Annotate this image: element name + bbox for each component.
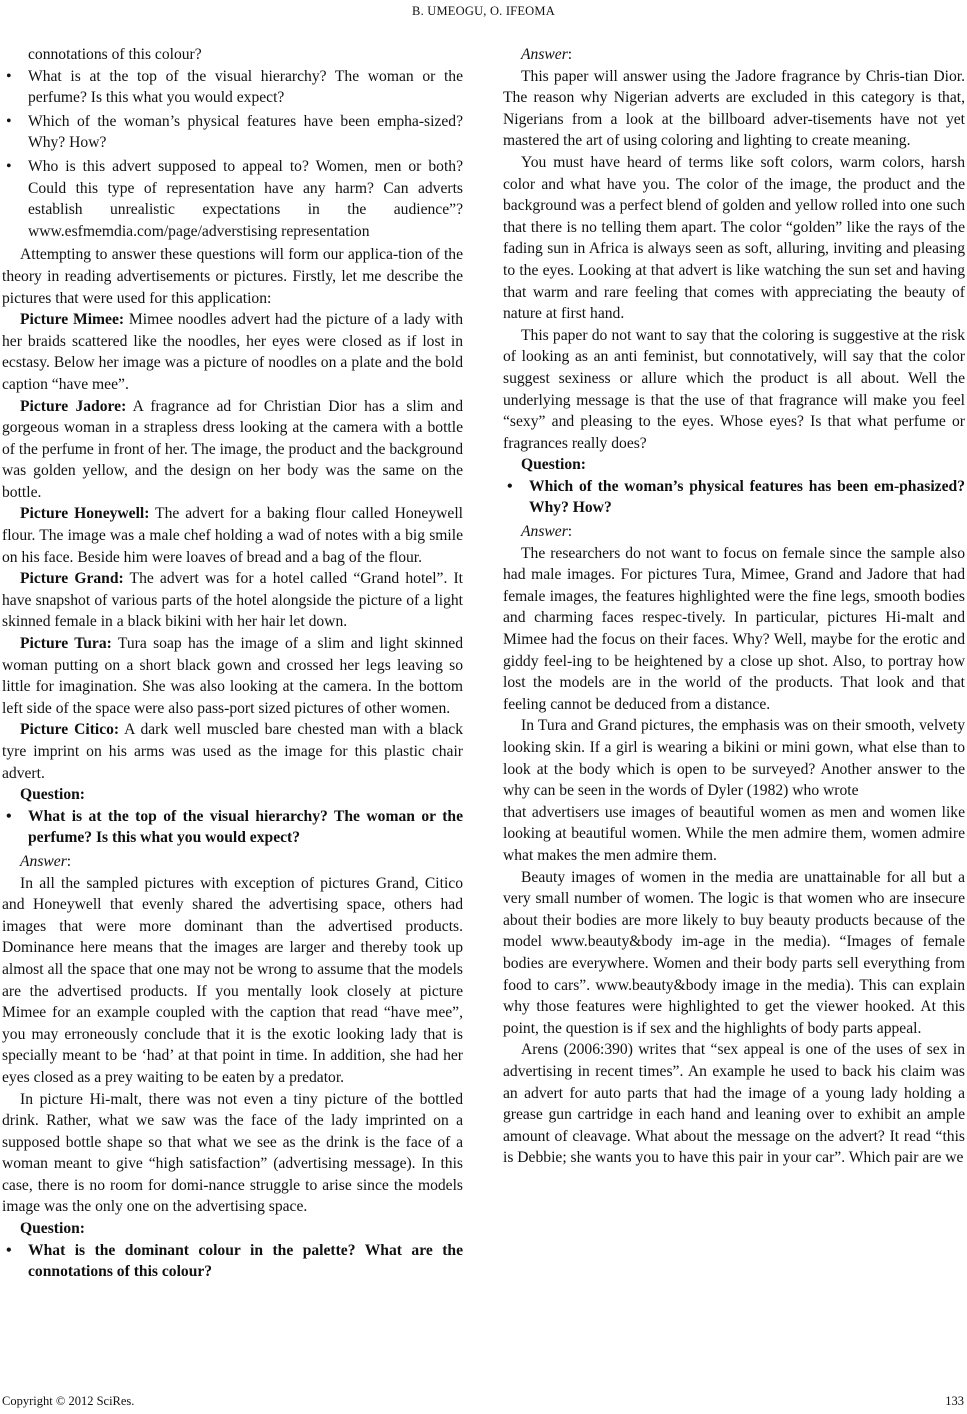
picture-title: Picture Honeywell: (20, 505, 150, 523)
question-label: Question: (521, 456, 586, 474)
picture-text: A dark well muscled bare chested man with a black tyre imprint on his arms was used as the image for this plastic chair advert. (2, 721, 463, 782)
question-list (2, 806, 463, 849)
right-column (503, 44, 965, 1169)
copyright-footer: Copyright © 2012 SciRes. (2, 1394, 135, 1408)
bullet-item: • Which of the woman’s physical features have been empha-sized? Why? How? (2, 111, 463, 154)
picture-text: The advert for a baking flour called Honeywell flour. The image was a male chef holding a wad of notes with a big smile on his face. Beside him were loaves of bread and a bag of the flour. (2, 505, 463, 566)
picture-description (2, 719, 463, 784)
paragraph: The researchers do not want to focus on female since the sample also had male images. For pictures Tura, Mimee, Grand and Jadore that had female images, the features highlighted were the fine legs, smooth bodies and charming faces respec-tively. In particular, pictures Hi-malt and Mimee had the focus on their faces. Why? Well, maybe for the erotic and giddy feel-ing to be heightened by a close up shot. Also, to portray how lost the models are in the world of the products. That look and that feeling cannot be deduced from a distance. (503, 544, 965, 713)
picture-description (2, 309, 463, 395)
question-list (503, 476, 965, 519)
answer-label-text: Answer (521, 523, 568, 541)
picture-description (2, 633, 463, 719)
bullet-item: • Who is this advert supposed to appeal to? Women, men or both? Could this type of representation have any harm? Can adverts establish unrealistic expectations in the audience”? www.esfmemdia.com/page/adverstising representation (2, 156, 463, 242)
picture-text: Mimee noodles advert had the picture of a lady with her braids scattered like the noodles, her eyes were closed as if lost in ecstasy. Below her image was a picture of noodles on a plate and the bold caption “have mee”. (2, 311, 463, 393)
paragraph: In picture Hi-malt, there was not even a tiny picture of the bottled drink. Rather, what we saw was the face of the lady imprinted on a supposed bottle shape so that what we see as the drink is the face of a woman meant to give “high satisfaction” (advertising message). In this case, there is no room for domi-nance struggle to arise since the models image was the only one on the advertising space. (2, 1090, 463, 1216)
picture-title: Picture Citico: (20, 721, 120, 739)
picture-description (2, 568, 463, 633)
bullet-item: • What is at the top of the visual hierarchy? The woman or the perfume? Is this what you would expect? (2, 66, 463, 109)
paragraph: This paper do not want to say that the coloring is suggestive at the risk of looking as an anti feminist, but connotatively, will say that the color suggest sexiness or allure which the product is all about. Well the underlying message is that the use of that fragrance will make you feel “sexy” and pleasing to the eyes. Whose eyes? Is that what perfume or fragrances really does? (503, 326, 965, 452)
continued-bullet-text: connotations of this colour? (28, 46, 202, 63)
picture-title: Picture Mimee: (20, 311, 125, 329)
question-item: • Which of the woman’s physical features has been em-phasized? Why? How? (503, 476, 965, 519)
question-item: • What is at the top of the visual hierarchy? The woman or the perfume? Is this what you would expect? (2, 806, 463, 849)
question-item: • What is the dominant colour in the palette? What are the connotations of this colour? (2, 1240, 463, 1283)
picture-title: Picture Grand: (20, 570, 124, 588)
left-column (2, 44, 463, 1285)
answer-label-text: Answer (20, 852, 67, 870)
question-list (2, 1240, 463, 1283)
paragraph: You must have heard of terms like soft colors, warm colors, harsh color and what have you. The color of the image, the product and the background was a perfect blend of golden and yellow rolled into one such that there is no telling them apart. The color “golden” like the rays of the fading sun in Africa is always seen as soft, alluring, inviting and pleasing to the eyes. Looking at that advert is like watching the sun set and having that warm and rare feeling that comes with appreciating the beauty of nature at first hand. (503, 153, 965, 323)
page-number: 133 (945, 1394, 964, 1408)
picture-title: Picture Tura: (20, 635, 112, 653)
paragraph: Arens (2006:390) writes that “sex appeal is one of the uses of sex in advertising in recent times”. An example he used to back his claim was an advert for auto parts that had the image of a young lady holding a grease gun cartridge in each hand and leaning over to exhibit an ample amount of cleavage. What about the message on the advert? It read “this is Debbie; she wants you to have this pair in your car”. Which pair are we (503, 1041, 965, 1167)
paragraph: In all the sampled pictures with exception of pictures Grand, Citico and Honeywell that evenly shared the advertising space, others had images that were more dominant than the advertised products. Dominance here means that the images are larger and thereby took up almost all the space that one may not be wrong to assume that the models are the advertised products. If you mentally look closely at picture Mimee for an example coupled with the caption that read “have mee”, you may erroneously conclude that it is the exotic looking lady that is specially meant to be ‘had’ at that point in time. In addition, she had her eyes closed as a prey waiting to be eaten by a predator. (2, 874, 463, 1086)
answer-label-text: Answer (521, 46, 568, 63)
picture-text: The advert was for a hotel called “Grand hotel”. It have snapshot of various parts of the hotel alongside the picture of a light skinned female in a black bikini with her hair let down. (2, 570, 463, 631)
answer-label (2, 851, 463, 873)
picture-text: Tura soap has the image of a slim and light skinned woman putting on a short black gown and crossed her legs leaving so little for imagination. She was also looking at the camera. In the bottom left side of the space were also pass-port sized pictures of other women. (2, 635, 463, 717)
running-header: B. UMEOGU, O. IFEOMA (412, 4, 555, 18)
answer-colon: : (66, 852, 72, 870)
block-quote: that advertisers use images of beautiful women as men and women like looking at beautiful women. While the men admire them, women admire what makes the men admire them. (503, 803, 965, 864)
paragraph: Attempting to answer these questions will form our applica-tion of the theory in reading advertisements or pictures. Firstly, let me describe the pictures that were used for this application: (2, 246, 463, 307)
picture-text: A fragrance ad for Christian Dior has a slim and gorgeous woman in a strapless dress looking at the camera with a bottle of the perfume in front of her. The image, the product and the background was golden yellow, and the design on her body was the same on the bottle. (2, 397, 463, 501)
answer-colon: : (567, 46, 573, 63)
answer-label (503, 44, 965, 66)
paragraph: Beauty images of women in the media are unattainable for all but a very small number of women. The logic is that women who are insecure about their bodies are more likely to buy beauty products because of the model www.beauty&body im-age in the media). “Images of female bodies are everywhere. Women and their body parts sell everything from food to cars”. www.beauty&body image in the media). This can explain why those features were highlighted to get the viewer hooked. At this point, the question is if sex and the highlights of body parts appeal. (503, 868, 965, 1037)
picture-description (2, 396, 463, 504)
bullet-list (2, 66, 463, 243)
answer-colon: : (567, 523, 573, 541)
answer-label (503, 521, 965, 543)
paragraph: This paper will answer using the Jadore fragrance by Chris-tian Dior. The reason why Nigerian adverts are excluded in this category is that, Nigerians from a look at the billboard adver-tisements have not yet mastered the art of using coloring and lighting to create meaning. (503, 67, 965, 150)
question-label: Question: (20, 1220, 85, 1238)
picture-description (2, 503, 463, 568)
question-label: Question: (20, 786, 85, 804)
picture-title: Picture Jadore: (20, 397, 127, 415)
paragraph: In Tura and Grand pictures, the emphasis was on their smooth, velvety looking skin. If a girl is wearing a bikini or mini gown, what else than to look at the body which is open to be surveyed? Another answer to the why can be seen in the words of Dyler (1982) who wrote (503, 717, 965, 800)
